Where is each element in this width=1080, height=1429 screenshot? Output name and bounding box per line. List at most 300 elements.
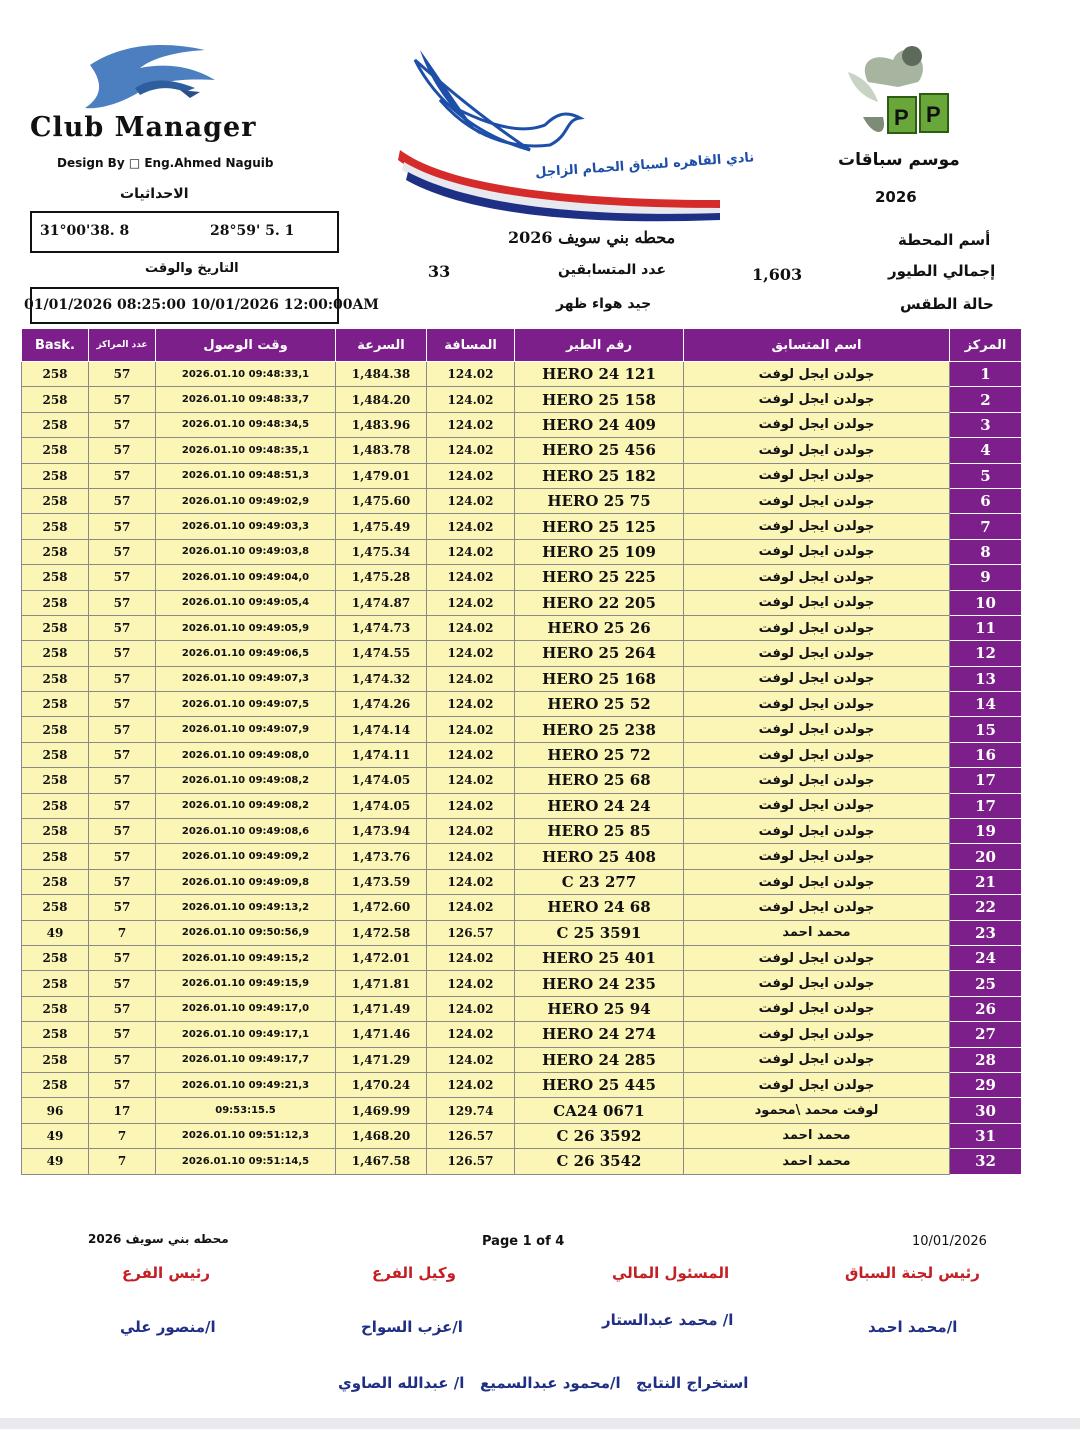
- cell-distance: 124.02: [427, 362, 515, 387]
- cell-name: محمد احمد: [684, 1123, 950, 1148]
- cell-rank: 3: [950, 412, 1022, 437]
- cell-distance: 124.02: [427, 793, 515, 818]
- table-row: [22, 412, 1022, 437]
- cell-name: جولدن ايجل لوفت: [684, 971, 950, 996]
- cell-basket: 258: [22, 387, 89, 412]
- coords-label: الاحداثيات: [120, 186, 189, 202]
- cell-speed: 1,474.11: [336, 742, 427, 767]
- participants-value: 33: [428, 262, 451, 281]
- cell-name: جولدن ايجل لوفت: [684, 565, 950, 590]
- cell-basket: 258: [22, 1047, 89, 1072]
- cell-arrival: 2026.01.10 09:49:21,3: [156, 1072, 336, 1097]
- cell-arrival: 2026.01.10 09:49:17,0: [156, 996, 336, 1021]
- col-distance: المسافة: [427, 329, 515, 362]
- cell-ring: HERO 25 109: [515, 539, 684, 564]
- cell-ring: HERO 24 24: [515, 793, 684, 818]
- person-finance: ا/ محمد عبدالستار: [602, 1311, 734, 1329]
- cell-rank: 11: [950, 615, 1022, 640]
- cell-arrival: 2026.01.10 09:48:33,7: [156, 387, 336, 412]
- cell-basket: 258: [22, 641, 89, 666]
- cell-positions: 57: [89, 590, 156, 615]
- cell-name: جولدن ايجل لوفت: [684, 1022, 950, 1047]
- cell-speed: 1,484.38: [336, 362, 427, 387]
- season-label: موسم سباقات: [838, 150, 960, 170]
- table-row: [22, 362, 1022, 387]
- cell-distance: 124.02: [427, 412, 515, 437]
- cell-basket: 258: [22, 895, 89, 920]
- cell-distance: 124.02: [427, 945, 515, 970]
- coord-latitude: 28°59' 5. 1: [210, 223, 295, 239]
- cell-rank: 20: [950, 844, 1022, 869]
- cell-speed: 1,468.20: [336, 1123, 427, 1148]
- cell-arrival: 2026.01.10 09:49:08,0: [156, 742, 336, 767]
- cell-basket: 258: [22, 488, 89, 513]
- app-title: Club Manager: [30, 112, 257, 143]
- cell-basket: 258: [22, 844, 89, 869]
- cell-speed: 1,479.01: [336, 463, 427, 488]
- cell-name: جولدن ايجل لوفت: [684, 1072, 950, 1097]
- cell-name: لوفت محمد \محمود: [684, 1098, 950, 1123]
- table-row: [22, 844, 1022, 869]
- cell-ring: HERO 25 445: [515, 1072, 684, 1097]
- cell-arrival: 2026.01.10 09:49:17,1: [156, 1022, 336, 1047]
- cell-basket: 258: [22, 692, 89, 717]
- cell-arrival: 2026.01.10 09:49:03,3: [156, 514, 336, 539]
- table-row: [22, 945, 1022, 970]
- cell-distance: 124.02: [427, 742, 515, 767]
- cell-arrival: 2026.01.10 09:49:09,8: [156, 869, 336, 894]
- cell-name: جولدن ايجل لوفت: [684, 793, 950, 818]
- table-row: [22, 819, 1022, 844]
- table-row: [22, 895, 1022, 920]
- cell-name: جولدن ايجل لوفت: [684, 362, 950, 387]
- cell-speed: 1,473.94: [336, 819, 427, 844]
- cell-positions: 7: [89, 1123, 156, 1148]
- datetime-values: 01/01/2026 08:25:00 10/01/2026 12:00:00AM: [24, 297, 379, 313]
- pp-logo-text-1: P: [894, 105, 909, 130]
- cell-basket: 258: [22, 996, 89, 1021]
- cell-arrival: 2026.01.10 09:50:56,9: [156, 920, 336, 945]
- table-row: [22, 996, 1022, 1021]
- cell-rank: 12: [950, 641, 1022, 666]
- birds-total-label: إجمالي الطيور: [888, 262, 996, 280]
- cell-rank: 8: [950, 539, 1022, 564]
- person-branch-deputy: ا/عزب السواح: [361, 1318, 463, 1336]
- cell-basket: 49: [22, 920, 89, 945]
- table-row: [22, 793, 1022, 818]
- cell-speed: 1,474.87: [336, 590, 427, 615]
- pp-logo-text-2: P: [926, 102, 941, 127]
- cell-rank: 16: [950, 742, 1022, 767]
- cell-name: جولدن ايجل لوفت: [684, 666, 950, 691]
- cell-ring: HERO 25 168: [515, 666, 684, 691]
- cell-positions: 57: [89, 463, 156, 488]
- table-row: [22, 742, 1022, 767]
- cell-ring: C 25 3591: [515, 920, 684, 945]
- cell-rank: 4: [950, 438, 1022, 463]
- page-indicator: Page 1 of 4: [482, 1234, 565, 1249]
- cell-distance: 124.02: [427, 717, 515, 742]
- cell-ring: HERO 25 68: [515, 768, 684, 793]
- cell-distance: 124.02: [427, 819, 515, 844]
- cell-basket: 258: [22, 463, 89, 488]
- cell-arrival: 2026.01.10 09:49:05,4: [156, 590, 336, 615]
- table-row: [22, 615, 1022, 640]
- datetime-box: [24, 287, 379, 324]
- footer-date: 10/01/2026: [912, 1234, 987, 1249]
- cell-ring: HERO 25 72: [515, 742, 684, 767]
- col-speed: السرعة: [336, 329, 427, 362]
- col-positions: عدد المراكز: [89, 329, 156, 362]
- cell-basket: 258: [22, 412, 89, 437]
- cell-name: جولدن ايجل لوفت: [684, 742, 950, 767]
- cell-speed: 1,474.32: [336, 666, 427, 691]
- cell-arrival: 2026.01.10 09:49:08,2: [156, 793, 336, 818]
- coords-box: [30, 211, 339, 253]
- cell-positions: 57: [89, 438, 156, 463]
- cell-rank: 24: [950, 945, 1022, 970]
- cell-distance: 124.02: [427, 844, 515, 869]
- table-row: [22, 1098, 1022, 1123]
- cell-distance: 124.02: [427, 590, 515, 615]
- cell-distance: 126.57: [427, 920, 515, 945]
- cell-basket: 258: [22, 793, 89, 818]
- cell-ring: HERO 25 182: [515, 463, 684, 488]
- cell-rank: 23: [950, 920, 1022, 945]
- table-row: [22, 1047, 1022, 1072]
- cell-name: جولدن ايجل لوفت: [684, 387, 950, 412]
- cell-ring: HERO 25 52: [515, 692, 684, 717]
- cell-speed: 1,472.01: [336, 945, 427, 970]
- cell-distance: 124.02: [427, 514, 515, 539]
- table-row: [22, 692, 1022, 717]
- cell-distance: 124.02: [427, 488, 515, 513]
- cell-name: جولدن ايجل لوفت: [684, 819, 950, 844]
- col-basket: Bask.: [22, 329, 89, 362]
- cell-distance: 124.02: [427, 463, 515, 488]
- table-row: [22, 539, 1022, 564]
- eagle-logo-icon: [30, 40, 300, 120]
- table-row: [22, 920, 1022, 945]
- role-finance: المسئول المالي: [612, 1264, 730, 1282]
- weather-label: حالة الطقس: [900, 295, 994, 313]
- cell-arrival: 2026.01.10 09:49:07,5: [156, 692, 336, 717]
- cell-speed: 1,470.24: [336, 1072, 427, 1097]
- cell-arrival: 2026.01.10 09:49:08,6: [156, 819, 336, 844]
- cell-name: جولدن ايجل لوفت: [684, 1047, 950, 1072]
- cell-positions: 57: [89, 1072, 156, 1097]
- cell-basket: 258: [22, 869, 89, 894]
- cell-positions: 57: [89, 488, 156, 513]
- cell-positions: 7: [89, 920, 156, 945]
- cell-speed: 1,474.14: [336, 717, 427, 742]
- cell-distance: 124.02: [427, 1072, 515, 1097]
- cell-speed: 1,484.20: [336, 387, 427, 412]
- cell-speed: 1,471.46: [336, 1022, 427, 1047]
- table-row: [22, 514, 1022, 539]
- cell-positions: 57: [89, 362, 156, 387]
- cell-name: محمد احمد: [684, 1149, 950, 1174]
- cell-speed: 1,475.60: [336, 488, 427, 513]
- cell-positions: 57: [89, 1022, 156, 1047]
- cell-arrival: 2026.01.10 09:49:04,0: [156, 565, 336, 590]
- cell-ring: HERO 24 409: [515, 412, 684, 437]
- cell-arrival: 2026.01.10 09:49:07,9: [156, 717, 336, 742]
- cell-rank: 26: [950, 996, 1022, 1021]
- cell-name: محمد احمد: [684, 920, 950, 945]
- cell-distance: 126.57: [427, 1149, 515, 1174]
- cell-ring: HERO 25 264: [515, 641, 684, 666]
- cell-distance: 124.02: [427, 565, 515, 590]
- cell-positions: 57: [89, 514, 156, 539]
- results-table: [21, 328, 1022, 1175]
- cell-rank: 25: [950, 971, 1022, 996]
- station-value: محطه بني سويف 2026: [508, 228, 676, 247]
- cell-positions: 57: [89, 819, 156, 844]
- role-race-committee: رئيس لجنة السباق: [845, 1264, 980, 1282]
- cell-ring: HERO 24 121: [515, 362, 684, 387]
- cell-arrival: 2026.01.10 09:51:14,5: [156, 1149, 336, 1174]
- cell-basket: 96: [22, 1098, 89, 1123]
- cell-arrival: 2026.01.10 09:49:17,7: [156, 1047, 336, 1072]
- season-year: 2026: [875, 188, 917, 206]
- cell-positions: 57: [89, 692, 156, 717]
- design-credit: Design By □ Eng.Ahmed Naguib: [57, 156, 274, 170]
- cell-speed: 1,474.05: [336, 793, 427, 818]
- col-arrival: وقت الوصول: [156, 329, 336, 362]
- cell-basket: 258: [22, 768, 89, 793]
- col-name: اسم المتسابق: [684, 329, 950, 362]
- cell-arrival: 2026.01.10 09:49:13,2: [156, 895, 336, 920]
- cell-name: جولدن ايجل لوفت: [684, 895, 950, 920]
- cell-name: جولدن ايجل لوفت: [684, 641, 950, 666]
- cell-positions: 57: [89, 742, 156, 767]
- cell-positions: 7: [89, 1149, 156, 1174]
- cell-ring: C 26 3592: [515, 1123, 684, 1148]
- cell-arrival: 2026.01.10 09:49:07,3: [156, 666, 336, 691]
- cell-name: جولدن ايجل لوفت: [684, 869, 950, 894]
- table-row: [22, 666, 1022, 691]
- cell-arrival: 2026.01.10 09:49:15,9: [156, 971, 336, 996]
- cell-rank: 21: [950, 869, 1022, 894]
- club-name: نادي القاهره لسباق الحمام الزاجل: [534, 150, 755, 181]
- cell-rank: 30: [950, 1098, 1022, 1123]
- cell-rank: 10: [950, 590, 1022, 615]
- cell-ring: HERO 25 456: [515, 438, 684, 463]
- cell-basket: 258: [22, 514, 89, 539]
- datetime-label: التاريخ والوقت: [145, 261, 239, 276]
- table-row: [22, 1123, 1022, 1148]
- cell-rank: 5: [950, 463, 1022, 488]
- table-row: [22, 438, 1022, 463]
- cell-ring: HERO 25 75: [515, 488, 684, 513]
- role-branch-head: رئيس الفرع: [122, 1264, 210, 1282]
- cell-basket: 258: [22, 717, 89, 742]
- cell-distance: 124.02: [427, 1022, 515, 1047]
- cell-speed: 1,483.78: [336, 438, 427, 463]
- cell-speed: 1,474.26: [336, 692, 427, 717]
- cell-ring: HERO 25 26: [515, 615, 684, 640]
- cell-speed: 1,483.96: [336, 412, 427, 437]
- cell-speed: 1,467.58: [336, 1149, 427, 1174]
- person-race-committee: ا/محمد احمد: [868, 1318, 958, 1336]
- cell-rank: 9: [950, 565, 1022, 590]
- cell-basket: 258: [22, 1072, 89, 1097]
- cell-name: جولدن ايجل لوفت: [684, 717, 950, 742]
- cell-speed: 1,473.76: [336, 844, 427, 869]
- col-ring: رقم الطير: [515, 329, 684, 362]
- cell-positions: 57: [89, 717, 156, 742]
- cell-arrival: 2026.01.10 09:49:06,5: [156, 641, 336, 666]
- cell-rank: 19: [950, 819, 1022, 844]
- cell-rank: 14: [950, 692, 1022, 717]
- participants-label: عدد المتسابقين: [558, 262, 667, 278]
- cell-speed: 1,475.28: [336, 565, 427, 590]
- cell-positions: 57: [89, 539, 156, 564]
- cell-distance: 124.02: [427, 438, 515, 463]
- cell-distance: 124.02: [427, 996, 515, 1021]
- cell-speed: 1,475.49: [336, 514, 427, 539]
- table-row: [22, 768, 1022, 793]
- cell-ring: HERO 25 401: [515, 945, 684, 970]
- cell-distance: 124.02: [427, 539, 515, 564]
- cell-name: جولدن ايجل لوفت: [684, 945, 950, 970]
- table-row: [22, 971, 1022, 996]
- cell-speed: 1,471.29: [336, 1047, 427, 1072]
- cell-speed: 1,471.49: [336, 996, 427, 1021]
- cell-rank: 27: [950, 1022, 1022, 1047]
- cell-rank: 15: [950, 717, 1022, 742]
- cell-ring: C 26 3542: [515, 1149, 684, 1174]
- cell-basket: 258: [22, 945, 89, 970]
- weather-value: جيد هواء ظهر: [556, 296, 652, 312]
- cell-positions: 57: [89, 412, 156, 437]
- cell-basket: 258: [22, 565, 89, 590]
- cell-name: جولدن ايجل لوفت: [684, 996, 950, 1021]
- cell-positions: 17: [89, 1098, 156, 1123]
- dove-logo-icon: [390, 40, 740, 225]
- cell-ring: HERO 24 68: [515, 895, 684, 920]
- table-row: [22, 387, 1022, 412]
- cell-distance: 124.02: [427, 971, 515, 996]
- cell-name: جولدن ايجل لوفت: [684, 615, 950, 640]
- cell-positions: 57: [89, 565, 156, 590]
- cell-distance: 126.57: [427, 1123, 515, 1148]
- cell-arrival: 2026.01.10 09:49:08,2: [156, 768, 336, 793]
- cell-basket: 258: [22, 742, 89, 767]
- cell-basket: 258: [22, 1022, 89, 1047]
- cell-ring: C 23 277: [515, 869, 684, 894]
- col-rank: المركز: [950, 329, 1022, 362]
- table-row: [22, 590, 1022, 615]
- cell-rank: 1: [950, 362, 1022, 387]
- cell-arrival: 09:53:15.5: [156, 1098, 336, 1123]
- coord-longitude: 31°00'38. 8: [40, 223, 130, 239]
- cell-name: جولدن ايجل لوفت: [684, 539, 950, 564]
- cell-ring: HERO 25 125: [515, 514, 684, 539]
- extraction-person-2: ا/ عبدالله الصاوي: [338, 1374, 465, 1392]
- cell-ring: HERO 22 205: [515, 590, 684, 615]
- cell-arrival: 2026.01.10 09:51:12,3: [156, 1123, 336, 1148]
- cell-rank: 7: [950, 514, 1022, 539]
- cell-ring: HERO 25 408: [515, 844, 684, 869]
- cell-rank: 13: [950, 666, 1022, 691]
- cell-positions: 57: [89, 844, 156, 869]
- table-row: [22, 463, 1022, 488]
- cell-rank: 32: [950, 1149, 1022, 1174]
- birds-total-value: 1,603: [752, 265, 803, 284]
- cell-ring: CA24 0671: [515, 1098, 684, 1123]
- cell-arrival: 2026.01.10 09:49:09,2: [156, 844, 336, 869]
- cell-distance: 129.74: [427, 1098, 515, 1123]
- cell-speed: 1,474.05: [336, 768, 427, 793]
- cell-positions: 57: [89, 895, 156, 920]
- cell-distance: 124.02: [427, 692, 515, 717]
- table-row: [22, 565, 1022, 590]
- cell-rank: 17: [950, 793, 1022, 818]
- cell-distance: 124.02: [427, 641, 515, 666]
- table-row: [22, 717, 1022, 742]
- cell-basket: 258: [22, 615, 89, 640]
- cell-ring: HERO 25 94: [515, 996, 684, 1021]
- cell-name: جولدن ايجل لوفت: [684, 463, 950, 488]
- cell-ring: HERO 24 285: [515, 1047, 684, 1072]
- cell-speed: 1,474.73: [336, 615, 427, 640]
- cell-rank: 6: [950, 488, 1022, 513]
- cell-rank: 17: [950, 768, 1022, 793]
- cell-positions: 57: [89, 387, 156, 412]
- cell-speed: 1,472.60: [336, 895, 427, 920]
- cell-distance: 124.02: [427, 768, 515, 793]
- cell-basket: 258: [22, 971, 89, 996]
- cell-name: جولدن ايجل لوفت: [684, 412, 950, 437]
- role-branch-deputy: وكيل الفرع: [372, 1264, 456, 1282]
- cell-arrival: 2026.01.10 09:49:15,2: [156, 945, 336, 970]
- cell-positions: 57: [89, 971, 156, 996]
- table-row: [22, 641, 1022, 666]
- cell-rank: 28: [950, 1047, 1022, 1072]
- page-bottom-edge: [0, 1418, 1080, 1429]
- table-header-row: [22, 329, 1022, 362]
- cell-rank: 2: [950, 387, 1022, 412]
- cell-positions: 57: [89, 768, 156, 793]
- cell-distance: 124.02: [427, 615, 515, 640]
- cell-speed: 1,475.34: [336, 539, 427, 564]
- cell-positions: 57: [89, 996, 156, 1021]
- cell-speed: 1,469.99: [336, 1098, 427, 1123]
- cell-speed: 1,471.81: [336, 971, 427, 996]
- cell-basket: 258: [22, 590, 89, 615]
- cell-distance: 124.02: [427, 387, 515, 412]
- cell-arrival: 2026.01.10 09:48:35,1: [156, 438, 336, 463]
- cell-distance: 124.02: [427, 869, 515, 894]
- cell-positions: 57: [89, 615, 156, 640]
- cell-positions: 57: [89, 793, 156, 818]
- cell-ring: HERO 25 85: [515, 819, 684, 844]
- cell-basket: 258: [22, 819, 89, 844]
- cell-speed: 1,472.58: [336, 920, 427, 945]
- cell-rank: 31: [950, 1123, 1022, 1148]
- table-row: [22, 869, 1022, 894]
- cell-arrival: 2026.01.10 09:48:51,3: [156, 463, 336, 488]
- table-row: [22, 1022, 1022, 1047]
- cell-arrival: 2026.01.10 09:49:03,8: [156, 539, 336, 564]
- table-row: [22, 1149, 1022, 1174]
- cell-positions: 57: [89, 869, 156, 894]
- cell-positions: 57: [89, 666, 156, 691]
- cell-rank: 29: [950, 1072, 1022, 1097]
- cell-positions: 57: [89, 1047, 156, 1072]
